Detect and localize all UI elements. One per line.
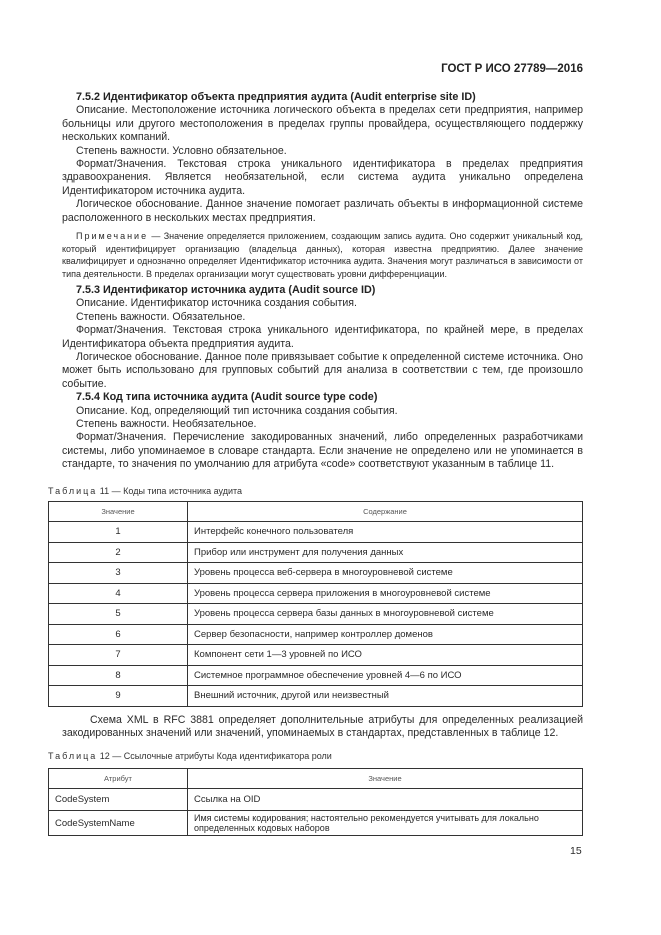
table-row: 3 Уровень процесса веб-сервера в многоуровневой системе [49, 563, 583, 584]
paragraph: Формат/Значения. Текстовая строка уникального идентификатора, по крайней мере, в пределах Идентификатора объекта предприятия аудита. [62, 324, 583, 350]
column-header: Значение [188, 769, 583, 789]
table-row: 5 Уровень процесса сервера базы данных в многоуровневой системе [49, 604, 583, 625]
section-heading: 7.5.2 Идентификатор объекта предприятия аудита (Audit enterprise site ID) [76, 91, 476, 103]
paragraph: Степень важности. Необязательное. [76, 418, 257, 431]
section-7-5-2 [62, 91, 583, 280]
paragraph: Описание. Местоположение источника логического объекта в пределах сети предприятия, например больницы или другого местоположения в пределах группы провайдера, осуществляющего поддержку нескольких компаний. [62, 104, 583, 144]
document-header: ГОСТ Р ИСО 27789—2016 [441, 63, 583, 75]
column-header: Содержание [188, 502, 583, 522]
section-7-5-3 [62, 284, 583, 472]
section-heading: 7.5.3 Идентификатор источника аудита (Audit source ID) [76, 284, 376, 296]
caption-label: Таблица [48, 751, 98, 761]
schema-paragraph: Схема XML в RFC 3881 определяет дополнительные атрибуты для определенных реализацией закодированных значений или значений, упоминаемых в стандартах, представленных в таблице 12. [62, 714, 583, 740]
table-row: 6 Сервер безопасности, например контроллер доменов [49, 624, 583, 645]
table-12-caption [48, 751, 332, 761]
table-row: 7 Компонент сети 1—3 уровней по ИСО [49, 645, 583, 666]
note-text: — Значение определяется приложением, создающим запись аудита. Оно содержит уникальный код, который идентифицирует организацию (владельца данных), которая известна предприятию. Далее значение квалифицирует и однозначно определяет Идентификатор источника аудита. Значения могут различаться в зависимости от типа деятельности. В пределах организации могут существовать уровни дифференциации. [62, 231, 583, 279]
section-heading: 7.5.4 Код типа источника аудита (Audit source type code) [76, 391, 378, 404]
caption-text: 12 — Ссылочные атрибуты Кода идентификатора роли [97, 751, 332, 761]
caption-text: 11 — Коды типа источника аудита [97, 486, 243, 496]
note-label: Примечание [76, 231, 149, 242]
paragraph: Логическое обоснование. Данное значение помогает различать объекты в информационной системе расположенного в нескольких местах предприятия. [62, 198, 583, 224]
paragraph: Формат/Значения. Перечисление закодированных значений, либо определенных разработчиками системы, либо упоминаемое в словаре стандарта. Если значение не определено или не упоминается в стандарте, то значения по умолчанию для атрибута «code» соответствуют указанным в таблице 11. [62, 431, 583, 471]
table-row: 2 Прибор или инструмент для получения данных [49, 542, 583, 563]
paragraph: Степень важности. Обязательное. [76, 310, 246, 323]
table-11 [48, 501, 583, 707]
table-row: 1 Интерфейс конечного пользователя [49, 522, 583, 543]
paragraph: Описание. Код, определяющий тип источника создания события. [76, 404, 398, 417]
column-header: Значение [49, 502, 188, 522]
caption-label: Таблица [48, 486, 98, 496]
column-header: Атрибут [49, 769, 188, 789]
table-row: 8 Системное программное обеспечение уровней 4—6 по ИСО [49, 665, 583, 686]
table-12 [48, 768, 583, 836]
table-row: CodeSystem Ссылка на OID [49, 789, 583, 811]
table-row: CodeSystemName Имя системы кодирования; настоятельно рекомендуется учитывать для локально определенных кодовых наборов [49, 811, 583, 836]
paragraph: Логическое обоснование. Данное поле привязывает событие к определенной системе источника. Оно может быть использовано для групповых событий для анализа в соответствии с тем, где произошло событие. [62, 351, 583, 390]
paragraph: Формат/Значения. Текстовая строка уникального идентификатора в пределах предприятия здравоохранения. Является необязательной, если система аудита уникально определена Идентификатором источника аудита. [62, 158, 583, 197]
note [62, 230, 583, 280]
paragraph: Степень важности. Условно обязательное. [76, 144, 287, 157]
table-row: 4 Уровень процесса сервера приложения в многоуровневой системе [49, 583, 583, 604]
paragraph: Описание. Идентификатор источника создания события. [76, 297, 357, 310]
page-number: 15 [570, 845, 582, 857]
table-row: 9 Внешний источник, другой или неизвестный [49, 686, 583, 707]
table-11-caption [48, 486, 242, 496]
